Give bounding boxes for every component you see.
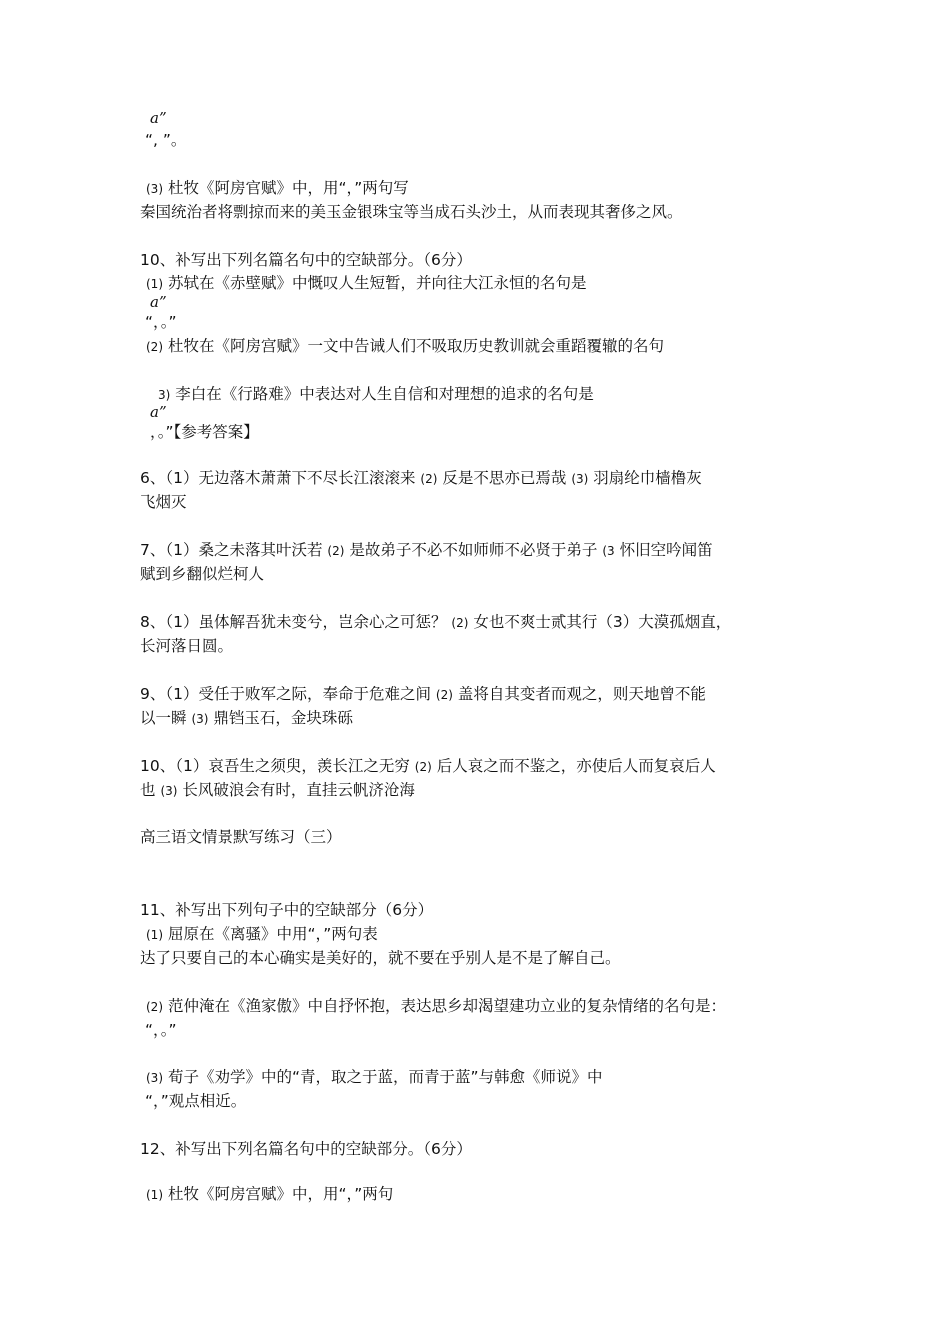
answer-7 [140,540,713,561]
answer-blank-marker: a” [150,403,167,421]
answer-text: 后人哀之而不鉴之，亦使后人而复哀后人 [436,757,716,775]
question-item-10-3 [158,384,594,405]
item-text: 杜牧《阿房宫赋》中，用“，”两句 [167,1185,394,1203]
item-number: (3 [602,544,615,558]
item-number: (3) [191,712,209,726]
answer-text: 6、（1）无边落木萧萧下不尽长江滚滚来 [140,469,416,487]
question-heading-10: 10、补写出下列名篇名句中的空缺部分。（6分） [140,251,472,269]
answer-text: 鼎铛玉石，金块珠砾 [213,709,353,727]
answer-text: 反是不思亦已焉哉 [442,469,567,487]
item-text: 范仲淹在《渔家傲》中自抒怀抱，表达思乡却渴望建功立业的复杂情绪的名句是： [167,997,726,1015]
answer-8 [140,612,731,633]
answer-text: 以一瞬 [140,709,187,727]
question-item-11-2 [146,996,726,1017]
answer-blank-line: “, ”。 [145,131,187,149]
reference-answer-heading: ，。”【参考答案】 [150,423,259,441]
item-number: (1) [146,1188,163,1202]
question-heading-11: 11、补写出下列句子中的空缺部分（6分） [140,901,434,919]
answer-10 [140,756,716,777]
item-number: (3) [146,182,163,196]
item-number: (2) [435,688,453,702]
answer-text: 女也不爽士贰其行（3）大漠孤烟直， [473,613,732,631]
answer-8-cont: 长河落日圆。 [140,637,234,655]
item-number: 3) [158,388,171,402]
answer-9 [140,684,706,705]
item-number: (3) [160,784,178,798]
answer-blank-marker: a” [150,109,167,127]
item-text: 苏轼在《赤壁赋》中慨叹人生短暂，并向往大江永恒的名句是 [167,274,587,292]
item-number: (2) [327,544,345,558]
answer-text: 也 [140,781,156,799]
section-title: 高三语文情景默写练习（三） [140,828,342,846]
item-text: 荀子《劝学》中的“青，取之于蓝，而青于蓝”与韩愈《师说》中 [167,1068,603,1086]
question-item-9-3-cont: 秦国统治者将剽掠而来的美玉金银珠宝等当成石头沙土，从而表现其奢侈之风。 [140,203,683,221]
question-item-11-1-cont: 达了只要自己的本心确实是美好的，就不要在乎别人是不是了解自己。 [140,949,621,967]
question-item-11-1 [146,924,378,945]
question-item-11-3 [146,1067,603,1088]
item-number: (2) [146,340,163,354]
answer-text: 盖将自其变者而观之，则天地曾不能 [457,685,706,703]
question-item-10-1 [146,273,586,294]
item-text: 李白在《行路难》中表达对人生自信和对理想的追求的名句是 [175,385,594,403]
answer-text: 长风破浪会有时，直挂云帆济沧海 [182,781,415,799]
answer-text: 是故弟子不必不如师师不必贤于弟子 [349,541,598,559]
item-number: (3) [571,472,589,486]
answer-blank-marker: a” [150,293,167,311]
answer-6 [140,468,702,489]
answer-text: 7、（1）桑之未落其叶沃若 [140,541,323,559]
answer-10-cont [140,780,415,801]
item-number: (2) [414,760,432,774]
answer-7-cont: 赋到乡翻似烂柯人 [140,565,265,583]
question-item-12-1 [146,1184,393,1205]
answer-text: 9、（1）受任于败军之际，奉命于危难之间 [140,685,431,703]
answer-text: 10、（1）哀吾生之须臾，羡长江之无穷 [140,757,410,775]
question-item-9-3 [146,178,409,199]
item-number: (2) [420,472,438,486]
item-number: (1) [146,928,163,942]
answer-text: 羽扇纶巾樯橹灰 [593,469,702,487]
answer-text: 怀旧空吟闻笛 [619,541,713,559]
question-item-11-3-cont: “，”观点相近。 [145,1092,247,1110]
answer-6-cont: 飞烟灭 [140,493,187,511]
answer-text: 8、（1）虽体解吾犹未变兮，岂余心之可惩？ [140,613,447,631]
answer-9-cont [140,708,353,729]
item-text: 杜牧《阿房官赋》中，用“，”两句写 [167,179,409,197]
question-item-10-2 [146,336,664,357]
answer-blank-line: “，。” [145,313,177,331]
item-number: (2) [146,1000,163,1014]
question-heading-12: 12、补写出下列名篇名句中的空缺部分。（6分） [140,1140,472,1158]
item-number: (2) [451,616,469,630]
answer-blank-line: “，。” [145,1021,177,1039]
item-text: 屈原在《离骚》中用“，”两句表 [167,925,378,943]
item-number: (3) [146,1071,163,1085]
item-number: (1) [146,277,163,291]
item-text: 杜牧在《阿房宫赋》一文中告诫人们不吸取历史教训就会重蹈覆辙的名句 [167,337,664,355]
